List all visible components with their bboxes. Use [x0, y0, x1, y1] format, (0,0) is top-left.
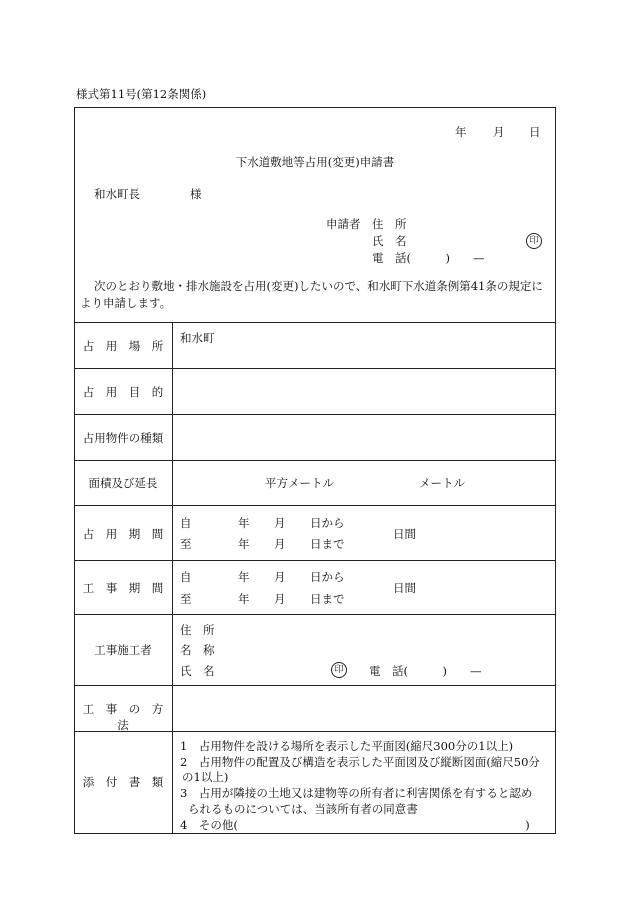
- contractor-address-label: 住 所: [180, 623, 215, 637]
- applicant-phone-label: 電 話( ) —: [372, 251, 485, 265]
- occupancy-from-year: 年: [238, 516, 250, 530]
- work-to-prefix: 至: [180, 592, 192, 606]
- occupancy-period-label: 占 用 期 間: [82, 527, 164, 541]
- work-to-suffix: 日まで: [310, 592, 345, 606]
- row-divider: [74, 414, 556, 415]
- location-label: 占 用 場 所: [82, 339, 164, 353]
- work-from-year: 年: [238, 570, 250, 584]
- work-to-month: 月: [274, 592, 286, 606]
- attachment-item-4: 4 その他( ): [180, 818, 530, 832]
- area-label: 面積及び延長: [88, 476, 158, 490]
- contractor-name-label: 氏 名: [180, 664, 215, 678]
- attachments-label: 添 付 書 類: [82, 775, 164, 789]
- addressee-honorific: 様: [190, 187, 202, 201]
- work-period-label: 工 事 期 間: [82, 581, 164, 595]
- work-from-suffix: 日から: [310, 570, 345, 584]
- occupancy-days: 日間: [393, 527, 416, 541]
- form-number: 様式第11号(第12条関係): [76, 87, 207, 101]
- occupancy-from-suffix: 日から: [310, 516, 345, 530]
- attachment-item-2: 2 占用物件の配置及び構造を表示した平面図及び縦断図面(縮尺50分: [180, 755, 540, 769]
- occupancy-to-prefix: 至: [180, 537, 192, 551]
- work-from-prefix: 自: [180, 570, 192, 584]
- attachment-item-2-cont: の1以上): [182, 770, 229, 784]
- document-title: 下水道敷地等占用(変更)申請書: [235, 155, 395, 169]
- occupancy-to-year: 年: [238, 537, 250, 551]
- addressee-name: 和水町長: [94, 187, 140, 201]
- purpose-label: 占 用 目 的: [82, 385, 164, 399]
- label-column-divider: [172, 322, 173, 833]
- method-label: 工 事 の 方 法: [82, 702, 175, 732]
- applicant-address-label: 住 所: [372, 217, 407, 231]
- date-month: 月: [493, 125, 505, 139]
- work-to-year: 年: [238, 592, 250, 606]
- applicant-name-label: 氏 名: [372, 234, 407, 248]
- body-text-line2: より申請します。: [80, 296, 172, 310]
- row-divider: [74, 505, 556, 506]
- attachment-item-3: 3 占用が隣接の土地又は建物等の所有者に利害関係を有すると認め: [180, 786, 533, 800]
- row-divider: [74, 368, 556, 369]
- kind-label: 占用物件の種類: [82, 431, 164, 445]
- occupancy-to-month: 月: [274, 537, 286, 551]
- occupancy-to-suffix: 日まで: [310, 537, 345, 551]
- date-year: 年: [455, 125, 467, 139]
- occupancy-from-prefix: 自: [180, 516, 192, 530]
- date-day: 日: [529, 125, 541, 139]
- row-divider: [74, 322, 556, 323]
- contractor-phone-label: 電 話( ) —: [369, 664, 482, 678]
- work-days: 日間: [393, 581, 416, 595]
- row-divider: [74, 614, 556, 615]
- attachment-item-1: 1 占用物件を設ける場所を表示した平面図(縮尺300分の1以上): [180, 739, 514, 753]
- work-from-month: 月: [274, 570, 286, 584]
- row-divider: [74, 460, 556, 461]
- contractor-seal-mark: 印: [331, 662, 347, 678]
- contractor-company-label: 名 称: [180, 643, 215, 657]
- location-value: 和水町: [180, 331, 215, 345]
- contractor-label: 工事施工者: [94, 643, 152, 657]
- occupancy-from-month: 月: [274, 516, 286, 530]
- area-unit-square-meters: 平方メートル: [265, 476, 334, 490]
- applicant-seal-mark: 印: [526, 233, 542, 249]
- attachment-item-3-cont: られるものについては、当該所有者の同意書: [188, 802, 418, 816]
- area-unit-meters: メートル: [419, 476, 465, 490]
- applicant-label: 申請者: [326, 217, 361, 231]
- body-text-line1: 次のとおり敷地・排水施設を占用(変更)したいので、和水町下水道条例第41条の規定に: [94, 279, 543, 293]
- row-divider: [74, 685, 556, 686]
- row-divider: [74, 560, 556, 561]
